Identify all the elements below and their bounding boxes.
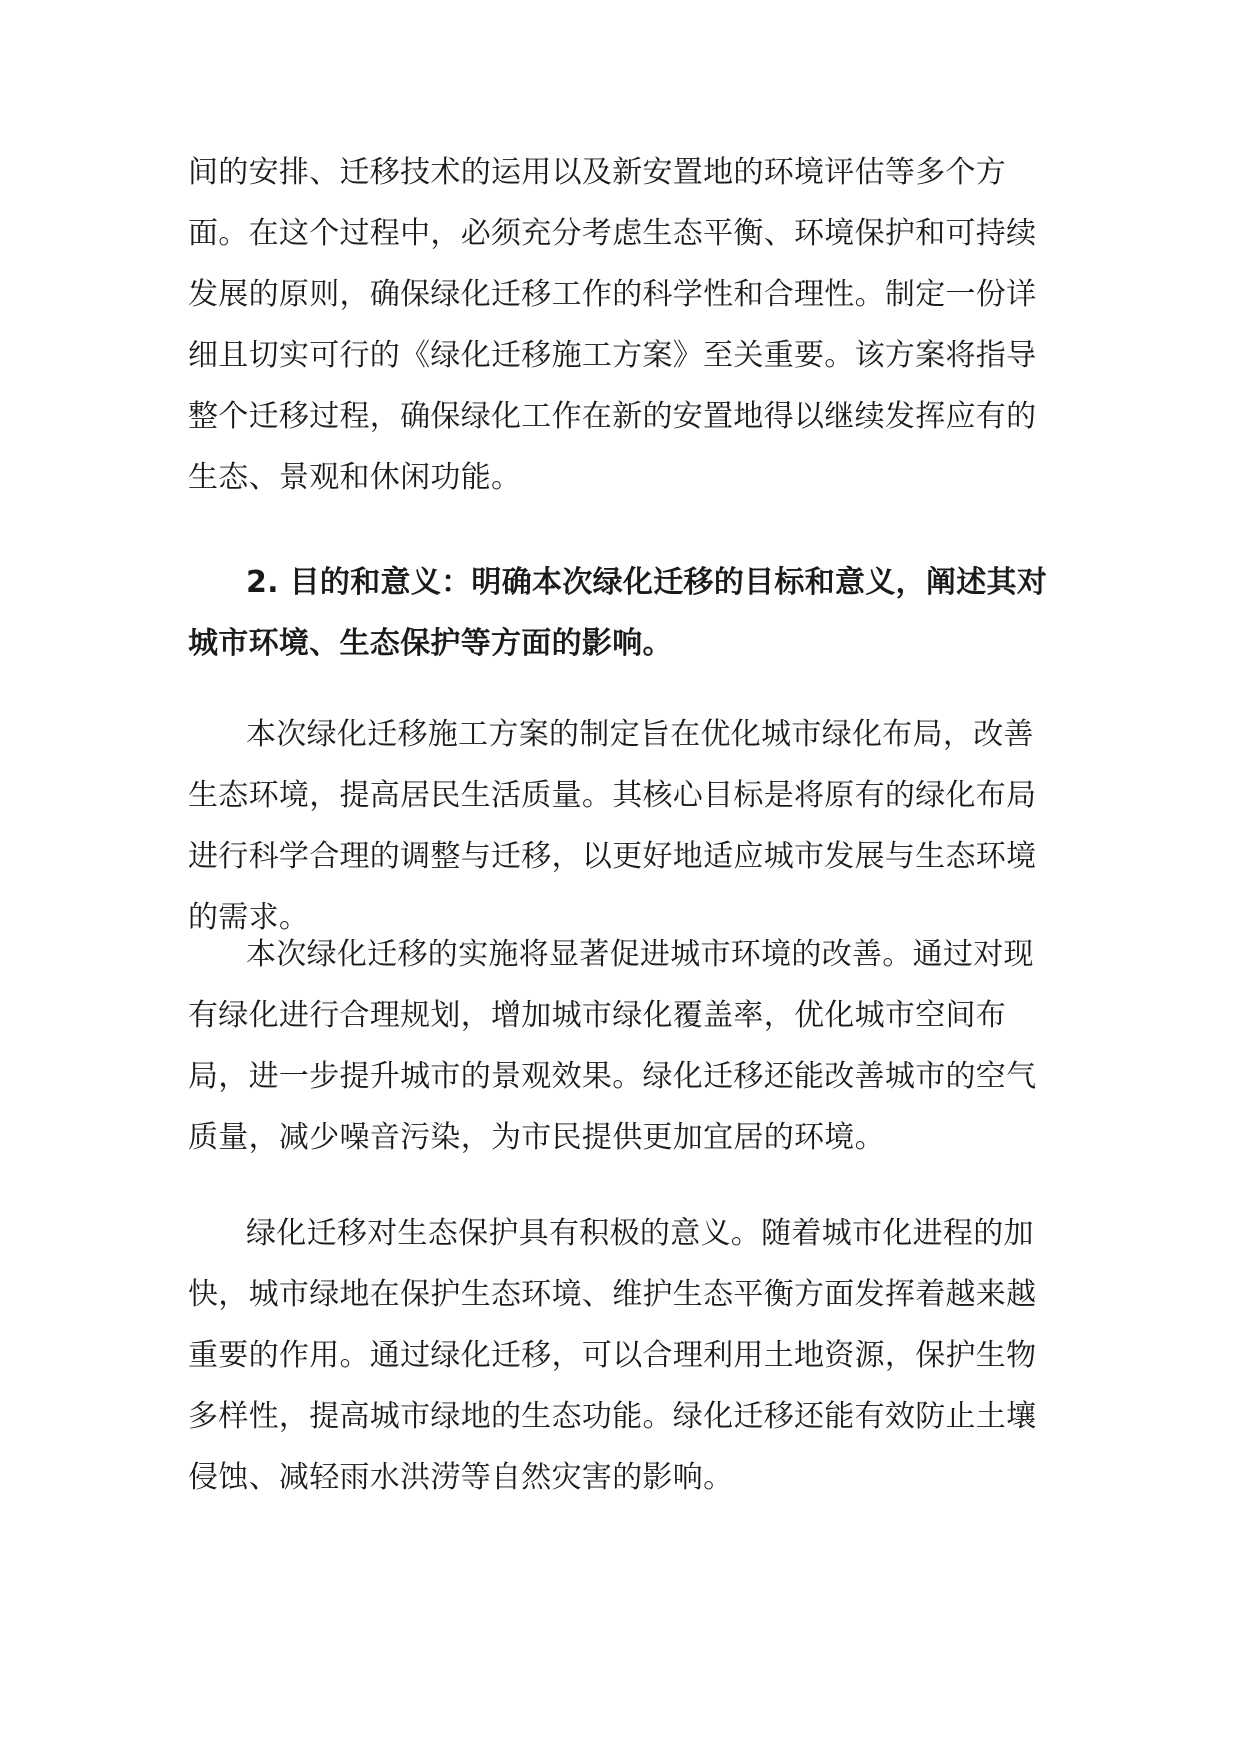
paragraph-goals: 本次绿化迁移施工方案的制定旨在优化城市绿化布局，改善生态环境，提高居民生活质量。其核心目标是将原有的绿化布局进行科学合理的调整与迁移，以更好地适应城市发展与生态环境的需求。 (188, 717, 1037, 935)
paragraph-continued: 间的安排、迁移技术的运用以及新安置地的环境评估等多个方面。在这个过程中，必须充分考虑生态平衡、环境保护和可持续发展的原则，确保绿化迁移工作的科学性和合理性。制定一份详细且切实可行的《绿化迁移施工方案》至关重要。该方案将指导整个迁移过程，确保绿化工作在新的安置地得以继续发挥应有的生态、景观和休闲功能。 (188, 155, 1037, 495)
section-heading: 2. 目的和意义：明确本次绿化迁移的目标和意义，阐述其对城市环境、生态保护等方面的影响。 (188, 565, 1048, 661)
paragraph-urban-environment: 本次绿化迁移的实施将显著促进城市环境的改善。通过对现有绿化进行合理规划，增加城市绿化覆盖率，优化城市空间布局，进一步提升城市的景观效果。绿化迁移还能改善城市的空气质量，减少噪音污染，为市民提供更加宜居的环境。 (188, 937, 1037, 1155)
paragraph-ecological-protection: 绿化迁移对生态保护具有积极的意义。随着城市化进程的加快，城市绿地在保护生态环境、维护生态平衡方面发挥着越来越重要的作用。通过绿化迁移，可以合理利用土地资源，保护生物多样性，提高城市绿地的生态功能。绿化迁移还能有效防止土壤侵蚀、减轻雨水洪涝等自然灾害的影响。 (188, 1216, 1037, 1495)
